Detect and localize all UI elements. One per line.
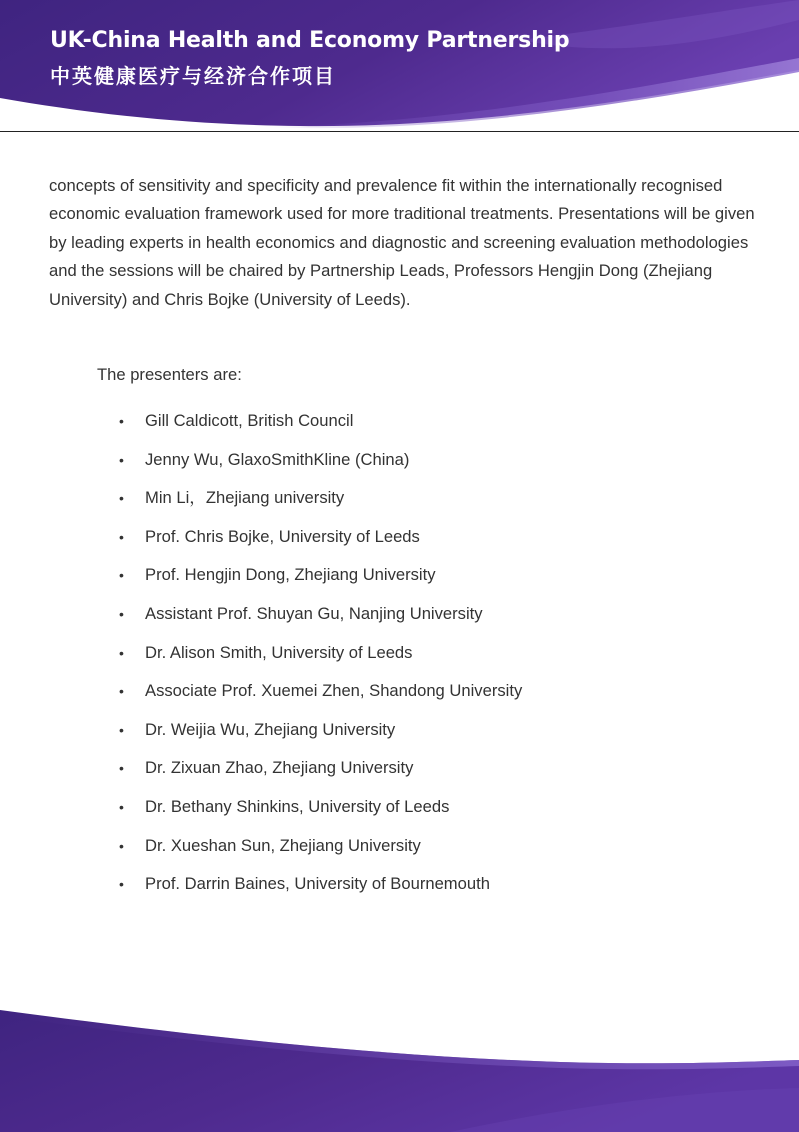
presenter-name: Dr. Alison Smith, University of Leeds (145, 642, 413, 662)
header-title-english: UK-China Health and Economy Partnership (50, 28, 570, 53)
presenters-intro: The presenters are: (97, 365, 242, 384)
list-item (0, 794, 799, 833)
presenter-name: Prof. Hengjin Dong, Zhejiang University (145, 565, 436, 585)
presenter-name: Prof. Chris Bojke, University of Leeds (145, 526, 420, 546)
bullet-icon: • (119, 798, 124, 815)
list-item (0, 562, 799, 601)
presenter-name: Dr. Xueshan Sun, Zhejiang University (145, 835, 421, 855)
list-item (0, 408, 799, 447)
list-item (0, 833, 799, 872)
bullet-icon: • (119, 567, 124, 584)
bullet-icon: • (119, 528, 124, 545)
presenter-name: Dr. Bethany Shinkins, University of Leeds (145, 796, 450, 816)
list-item (0, 485, 799, 524)
list-item (0, 755, 799, 794)
list-item (0, 871, 799, 910)
bullet-icon: • (119, 490, 124, 507)
presenter-list (0, 408, 799, 910)
list-item (0, 678, 799, 717)
presenter-name: Jenny Wu, GlaxoSmithKline (China) (145, 449, 410, 469)
list-item (0, 447, 799, 486)
list-item (0, 524, 799, 563)
header-title-chinese: 中英健康医疗与经济合作项目 (50, 64, 336, 88)
presenter-name: Min Li，Zhejiang university (145, 488, 345, 508)
presenter-name: Prof. Darrin Baines, University of Bournemouth (145, 874, 490, 894)
presenter-name: Dr. Weijia Wu, Zhejiang University (145, 719, 396, 739)
presenter-name: Gill Caldicott, British Council (145, 411, 354, 430)
list-item (0, 601, 799, 640)
bullet-icon: • (119, 683, 124, 700)
bullet-icon: • (119, 837, 124, 854)
bullet-icon: • (119, 721, 124, 738)
presenter-name: Dr. Zixuan Zhao, Zhejiang University (145, 758, 414, 778)
list-item (0, 717, 799, 756)
footer-wave-graphic (0, 1000, 799, 1132)
bullet-icon: • (119, 451, 124, 468)
presenter-name: Assistant Prof. Shuyan Gu, Nanjing University (145, 603, 483, 623)
bullet-icon: • (119, 876, 124, 893)
bullet-icon: • (119, 605, 124, 622)
header-divider (0, 131, 799, 132)
footer-band (0, 1000, 799, 1132)
presenter-name: Associate Prof. Xuemei Zhen, Shandong University (145, 681, 523, 701)
bullet-icon: • (119, 413, 124, 429)
bullet-icon: • (119, 644, 124, 661)
bullet-icon: • (119, 760, 124, 777)
list-item (0, 640, 799, 679)
body-paragraph: concepts of sensitivity and specificity and prevalence fit within the internationally recognised economic evaluation framework used for more traditional treatments. Presentations will be given by leading experts in health economics and diagnostic and screening evaluation methodologies and the sessions will be chaired by Partnership Leads, Professors Hengjin Dong (Zhejiang University) and Chris Bojke (University of Leeds). (49, 176, 755, 309)
